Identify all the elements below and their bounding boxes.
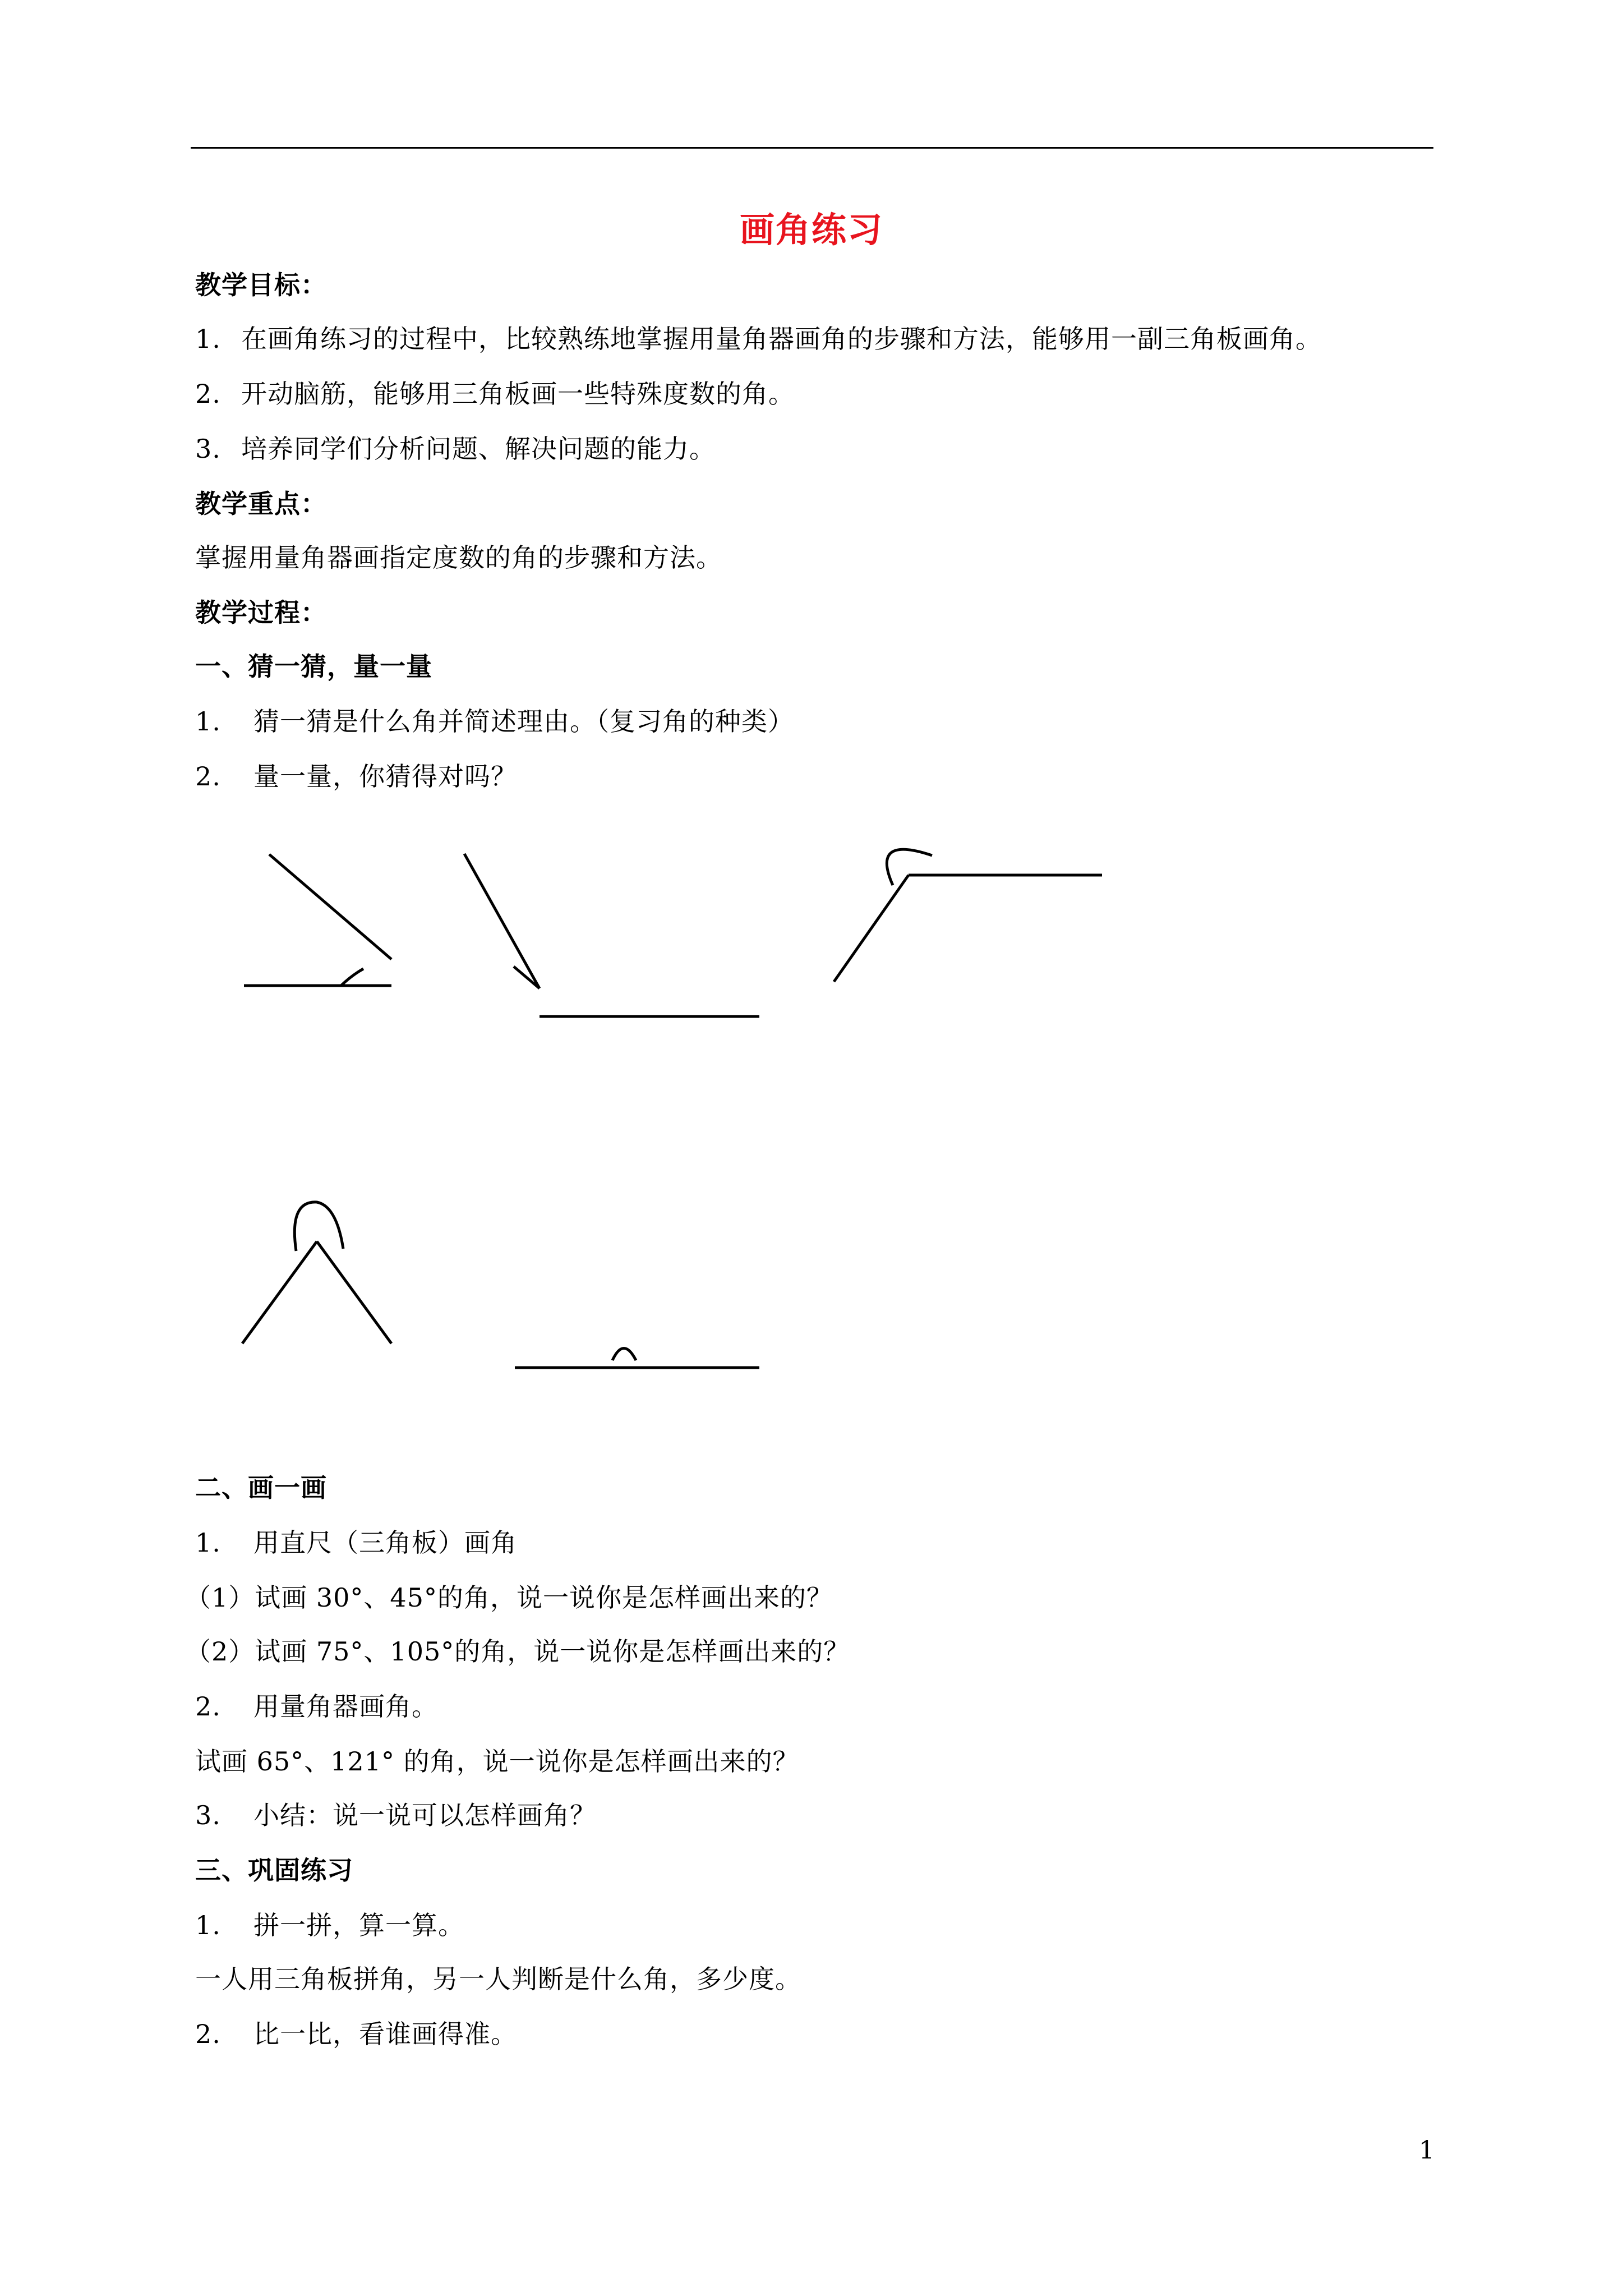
section2-item-1 — [195, 1526, 517, 1559]
section3-item-1-text: 一人用三角板拼角，另一人判断是什么角，多少度。 — [195, 1964, 801, 1994]
section3-item-1 — [195, 1908, 464, 1942]
section3-item-text: 拼一拼，算一算。 — [253, 1910, 464, 1940]
peaked-angle-figure — [242, 1202, 391, 1343]
header-rule — [191, 147, 1433, 149]
section3-item-number: 2. — [195, 2019, 221, 2049]
objective-item-number: 1. — [195, 324, 221, 354]
section2-item-number: 2. — [195, 1691, 221, 1722]
acute-angle-figure — [244, 854, 391, 986]
section2-item-number: 3. — [195, 1800, 221, 1830]
section2-item-2 — [195, 1690, 438, 1723]
objective-item-2 — [195, 377, 795, 411]
section3-item-number: 1. — [195, 1910, 221, 1940]
objective-item-text: 培养同学们分析问题、解决问题的能力。 — [241, 434, 716, 464]
key-points-text: 掌握用量角器画指定度数的角的步骤和方法。 — [195, 542, 722, 573]
objective-item-3 — [195, 432, 716, 466]
sharp-angle-figure — [464, 854, 759, 1016]
section2-sub-2: （2）试画 75°、105°的角，说一说你是怎样画出来的？ — [185, 1636, 850, 1667]
objective-item-text: 开动脑筋，能够用三角板画一些特殊度数的角。 — [241, 379, 795, 409]
objective-item-1 — [195, 322, 1322, 356]
section2-item-text: 用量角器画角。 — [253, 1691, 438, 1722]
section1-heading: 一、猜一猜，量一量 — [195, 651, 432, 682]
section1-item-1 — [195, 705, 794, 738]
section2-item-text: 小结：说一说可以怎样画角？ — [253, 1800, 596, 1830]
section2-item-2-text: 试画 65°、121° 的角，说一说你是怎样画出来的？ — [195, 1746, 799, 1777]
section3-heading: 三、巩固练习 — [195, 1855, 353, 1885]
section1-item-text: 猜一猜是什么角并简述理由。（复习角的种类） — [253, 706, 794, 737]
objectives-heading: 教学目标： — [195, 270, 327, 300]
section2-item-number: 1. — [195, 1527, 221, 1558]
section2-item-text: 用直尺（三角板）画角 — [253, 1527, 517, 1558]
page-number: 1 — [1419, 2136, 1435, 2165]
section2-heading: 二、画一画 — [195, 1473, 327, 1503]
section1-item-2 — [195, 760, 517, 793]
objective-item-number: 2. — [195, 379, 221, 409]
process-heading: 教学过程： — [195, 597, 327, 628]
section3-item-2 — [195, 2017, 517, 2051]
section3-item-text: 比一比，看谁画得准。 — [253, 2019, 517, 2049]
objective-item-text: 在画角练习的过程中，比较熟练地掌握用量角器画角的步骤和方法，能够用一副三角板画角。 — [241, 324, 1322, 354]
section2-item-3 — [195, 1798, 596, 1832]
section1-item-number: 2. — [195, 761, 221, 792]
section1-item-text: 量一量，你猜得对吗？ — [253, 761, 517, 792]
page-title: 画角练习 — [739, 209, 883, 250]
obtuse-angle-figure — [834, 849, 1102, 982]
section2-sub-1: （1）试画 30°、45°的角，说一说你是怎样画出来的？ — [185, 1582, 833, 1613]
objective-item-number: 3. — [195, 434, 221, 464]
straight-angle-figure — [515, 1349, 759, 1368]
section1-item-number: 1. — [195, 706, 221, 737]
key-points-heading: 教学重点： — [195, 489, 327, 519]
